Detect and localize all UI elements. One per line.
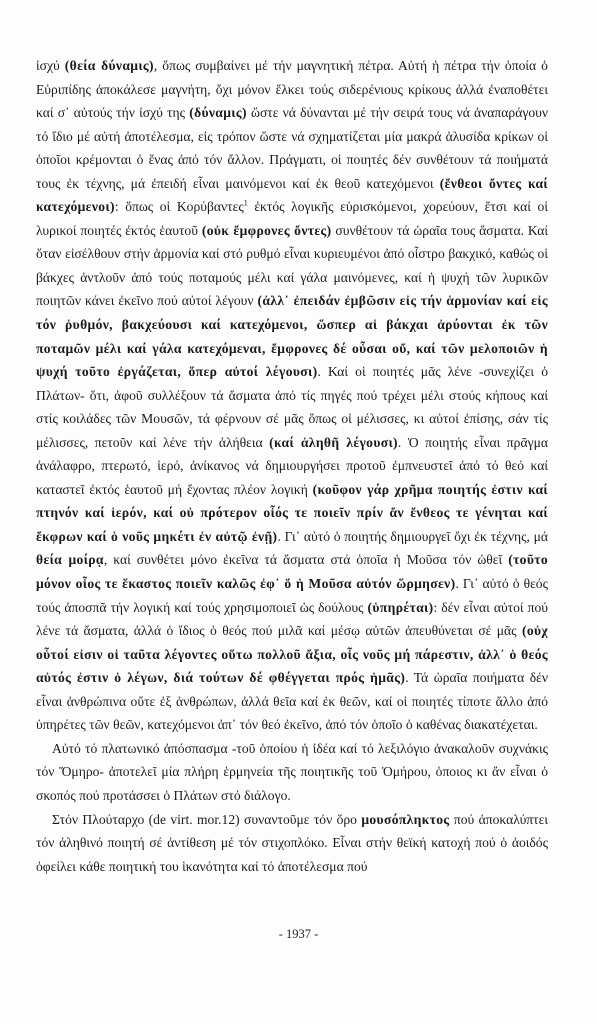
text-run: ὥστε νά δύνανται μέ τήν σειρά τους νά ἀναπαράγουν τό ἴδιο μέ αὐτή ἀποτέλεσμα, εἰς τρόπον ὥστε νά σχηματίζεται μία μακρά ἁλυσίδα κρίκων οἱ ὁποῖοι κρέμονται ὁ ἕνας ἀπό τόν ἄλλον. Πράγματι, οἱ ποιητές δέν συνθέτουν τά ποιήματά τους ἐκ τέχνης, μά ἐπειδή εἶναι μαινόμενοι καί ἐκ θεοῦ κατεχόμενοι <box>36 105 549 191</box>
greek-quote: (καί ἀληθῆ λέγουσι) <box>269 434 398 450</box>
text-run: πού ἀποκαλύπτει τόν ἀληθινό ποιητή σέ ἀντίθεση μέ τόν στιχοπλόκο. Εἶναι στήν θεϊκή κατοχή πού ὁ ἀοιδός ὀφείλει κάθε ποιητική του ἱκανότητα καί τό ἀποτέλεσμα πού <box>36 811 548 874</box>
text-run: . Καί οἱ ποιητές μᾶς λένε -συνεχίζει ὁ Πλάτων- ὅτι, ἀφοῦ συλλέξουν τά ἄσματα ἀπό τίς πηγές πού τρέχει μέλι στούς κήπους καί στίς κοιλάδες τῶν Μουσῶν, τά φέρνουν σέ μᾶς ὅπως οἱ μέλισσες, κι αὐτοί ἐπίσης, σάν τίς μέλισσες, πετοῦν καί λένε τήν ἀλήθεια <box>36 364 548 450</box>
text-run: . Τά ὡραῖα ποιήματα δέν εἶναι ἀνθρώπινα οὔτε ἐξ ἀνθρώπων, ἀλλά θεῖα καί ἐκ θεῶν, καί οἱ ποιητές τίποτε ἄλλο ἀπό ὑπηρέτες τῶν θεῶν, κατεχόμενοι ἀπ᾿ τόν θεό ἐκεῖνο, ἀπό τόν ὁποῖο ὁ καθένας διακατέχεται. <box>36 670 548 733</box>
greek-quote: (θεία δύναμις) <box>64 58 154 73</box>
paragraph <box>36 54 548 737</box>
greek-quote: (ἀλλ᾿ ἐπειδάν ἐμβῶσιν εἰς τήν ἁρμονίαν καί εἰς τόν ῥυθμόν, βακχεύουσι καί κατεχόμενοι, ὥσπερ αἱ βάκχαι ἀρύονται ἐκ τῶν ποταμῶν μέλι καί γάλα κατεχόμεναι, ἔμφρονες δέ οὖσαι οὔ, καί τῶν μελοποιῶν ἡ ψυχή τοῦτο ἐργάζεται, ὅπερ αὐτοί λέγουσι) <box>36 293 548 380</box>
text-run: Στόν Πλούταρχο (de virt. mor.12) συναντοῦμε τόν ὅρο <box>52 811 362 827</box>
footnote-marker: 1 <box>243 198 248 208</box>
greek-quote: θεία μοίρᾳ <box>36 552 104 568</box>
paragraph <box>36 737 548 808</box>
greek-quote: (τοῦτο μόνον οἷος τε ἕκαστος ποιεῖν καλῶς ἐφ᾿ ὅ ἡ Μοῦσα αὐτόν ὥρμησεν) <box>36 552 548 592</box>
greek-quote: (ὑπηρέται) <box>367 599 434 615</box>
text-run: : δέν εἶναι αὐτοί πού λένε τά ἄσματα, ἀλλά ὁ ἴδιος ὁ θεός πού μιλᾶ καί μέσῳ αὐτῶν ἀπευθύνεται σέ μᾶς <box>36 599 548 639</box>
text-run: . Γι᾿ αὐτό ὁ θεός τούς ἀποσπᾶ τήν λογική καί τούς χρησιμοποιεῖ ὡς δούλους <box>36 576 548 615</box>
page-number: - 1937 - <box>278 927 319 941</box>
text-run: , ὅπως συμβαίνει μέ τήν μαγνητική πέτρα. Αὐτή ἡ πέτρα τήν ὁποία ὁ Εὐριπίδης ἀποκάλεσε μαγνήτη, ὄχι μόνον ἕλκει τούς σιδερένιους κρίκους ἀλλά ἐναποθέτει καί σ᾿ αὐτούς τήν ἰσχύ της <box>36 58 548 121</box>
text-run: συνθέτουν τά ὡραῖα τους ἄσματα. Καί ὅταν εἰσέλθουν στήν ἁρμονία καί στό ρυθμό εἶναι κυριευμένοι ἀπό οἶστρο βακχικό, καθώς οἱ βάκχες ἀντλοῦν ἀπό τούς ποταμούς μέλι καί γάλα μαινόμενες, καί ἡ ψυχή τῶν λυρικῶν ποιητῶν κάνει ἐκεῖνο πού αὐτοί λέγουν <box>36 222 548 309</box>
text-run: . Γι᾿ αὐτό ὁ ποιητής δημιουργεῖ ὄχι ἐκ τέχνης, μά <box>277 528 549 544</box>
text-run: ἰσχύ <box>36 58 65 73</box>
paragraph <box>36 808 548 879</box>
greek-quote: (οὐκ ἔμφρονες ὄντες) <box>201 222 332 238</box>
greek-quote: μουσόπληκτος <box>361 811 450 827</box>
body-text <box>36 54 548 878</box>
greek-quote: (ἔνθεοι ὄντες καί κατεχόμενοι) <box>36 175 548 215</box>
greek-quote: (κοῦφον γάρ χρῆμα ποιητής ἐστιν καί πτηνόν καί ἱερόν, καί οὐ πρότερον οἷός τε ποιεῖν πρίν ἄν ἔνθεος τε γένηται καί ἔκφρων καί ὁ νοῦς μηκέτι ἐν αὐτῷ ἐνῇ) <box>36 481 548 544</box>
greek-quote: (οὐχ οὗτοί εἰσιν οἱ ταῦτα λέγοντες οὕτω πολλοῦ ἄξια, οἷς νοῦς μή πάρεστιν, ἀλλ᾿ ὁ θεός αὐτός ἐστιν ὁ λέγων, διά τούτων δέ φθέγγεται πρός ἡμᾶς) <box>36 623 548 686</box>
text-run: Αὐτό τό πλατωνικό ἀπόσπασμα -τοῦ ὁποίου ἡ ἰδέα καί τό λεξιλόγιο ἀνακαλοῦν συχνάκις τόν Ὅμηρο- ἀποτελεῖ μία πλήρη ἑρμηνεία τῆς ποιητικῆς τοῦ Ὁμήρου, ὁποιος κι ἄν εἶναι ὁ σκοπός πού προτάσσει ὁ Πλάτων στό διάλογο. <box>36 740 548 803</box>
text-run: . Ὁ ποιητής εἶναι πρᾶγμα ἀνάλαφρο, πτερωτό, ἱερό, ἀνίκανος νά δημιουργήσει προτοῦ ἐμπνευστεῖ ἀπό τό θεό καί καταστεῖ ἐκτός ἑαυτοῦ μή ἔχοντας πλέον λογική <box>36 434 548 497</box>
greek-quote: (δύναμις) <box>189 105 247 121</box>
text-run: : ὅπως οἱ Κορύβαντες <box>114 199 244 215</box>
text-run: , καί συνθέτει μόνο ἐκεῖνα τά ἄσματα στά ὁποῖα ἡ Μοῦσα τόν ὠθεῖ <box>103 552 509 568</box>
text-run: ἐκτός λογικῆς εὑρισκόμενοι, χορεύουν, ἔτσι καί οἱ λυρικοί ποιητές ἐκτός ἑαυτοῦ <box>36 199 548 238</box>
